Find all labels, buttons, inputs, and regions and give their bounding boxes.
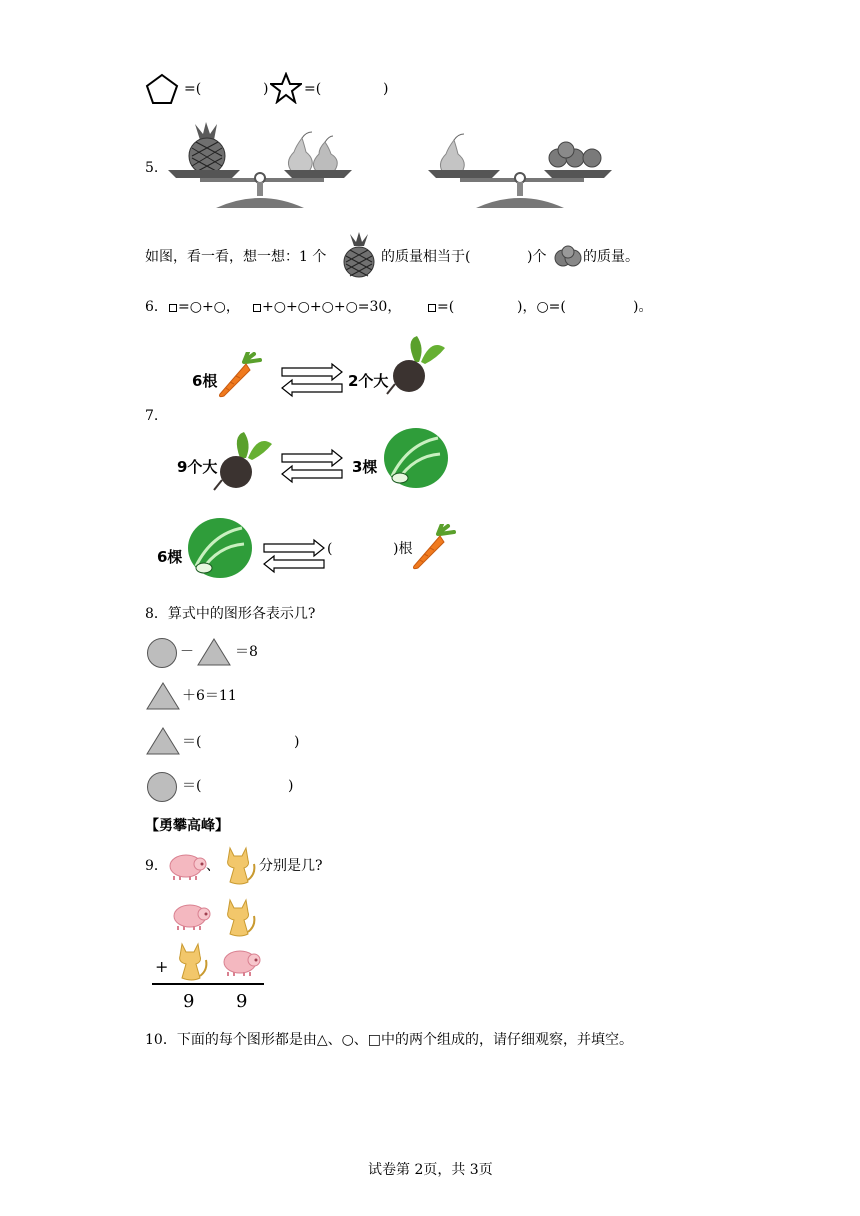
small-square-icon	[428, 304, 436, 312]
pineapple-small-icon	[338, 232, 380, 278]
sum-line	[152, 983, 264, 985]
q6-part-c: +○+○+○+○=30，	[262, 299, 402, 315]
cat-icon	[220, 896, 258, 938]
peach-small-icon	[554, 244, 582, 268]
double-arrow-icon	[262, 538, 326, 574]
q5-text-end: 的质量。	[583, 249, 639, 265]
q7-r3-paren-open: (	[327, 541, 333, 557]
q8-eq1-rest: ＝8	[235, 644, 258, 660]
star-close: )	[383, 81, 389, 97]
q8-eq3-close: )	[294, 734, 300, 750]
q8-title: 8．算式中的图形各表示几?	[145, 606, 316, 622]
gray-circle-icon	[147, 638, 177, 668]
section-title: 【勇攀高峰】	[145, 818, 229, 834]
pineapple-icon	[189, 122, 225, 174]
radish-icon	[385, 334, 449, 398]
gray-triangle-icon	[196, 637, 232, 667]
pentagon-icon	[145, 73, 179, 105]
q8-eq2-rest: ＋6＝11	[182, 688, 237, 704]
page-footer: 试卷第 2页，共 3页	[368, 1162, 493, 1178]
pentagon-close: )	[263, 81, 269, 97]
cat-icon	[220, 844, 258, 886]
q6-label: 6．	[145, 299, 168, 315]
cabbage-icon	[378, 424, 450, 494]
star-equals: =(	[304, 81, 322, 97]
balance-scale-left	[160, 120, 360, 212]
small-square-icon	[253, 304, 261, 312]
q5-text-middle: 的质量相当于(	[381, 249, 471, 265]
q6-part-d: =(	[437, 299, 455, 315]
q7-r2-right: 3棵	[352, 458, 378, 476]
cat-icon	[172, 940, 210, 982]
balance-scale-right	[420, 128, 620, 212]
q6-part-b: =○+○，	[178, 299, 240, 315]
q7-number: 7.	[145, 408, 159, 424]
q9-text-after: 分别是几?	[259, 858, 323, 874]
radish-icon	[210, 430, 274, 494]
gray-triangle-icon	[145, 726, 181, 756]
gray-triangle-icon	[145, 681, 181, 711]
double-arrow-icon	[280, 448, 344, 484]
q9-separator: 、	[206, 858, 220, 874]
q8-eq3-rest: ＝(	[182, 734, 202, 750]
pentagon-equals: =(	[184, 81, 202, 97]
q7-r1-right: 2个大	[348, 372, 389, 390]
q10-text: 10．下面的每个图形都是由△、○、□中的两个组成的，请仔细观察，并填空。	[145, 1032, 634, 1048]
q7-r3-paren-close: )根	[393, 541, 413, 557]
cabbage-icon	[182, 514, 254, 584]
q8-eq4-close: )	[288, 778, 294, 794]
q5-number: 5.	[145, 160, 159, 176]
pears-icon	[288, 132, 337, 175]
q7-r1-left: 6根	[192, 372, 218, 390]
peaches-icon	[549, 142, 601, 167]
small-square-icon	[169, 304, 177, 312]
q7-r3-left: 6棵	[157, 548, 183, 566]
q6-part-f: )。	[633, 299, 653, 315]
q9-digit-1: 9	[183, 991, 195, 1012]
pig-icon	[220, 946, 262, 978]
pig-icon	[166, 850, 208, 882]
q7-r2-left: 9个大	[177, 458, 218, 476]
q5-text-before: 如图，看一看，想一想：1 个	[145, 249, 327, 265]
star-icon	[270, 72, 302, 104]
gray-circle-icon	[147, 772, 177, 802]
q9-digit-2: 9	[236, 991, 248, 1012]
double-arrow-icon	[280, 362, 344, 398]
q9-number: 9．	[145, 858, 168, 874]
q6-part-e: )，○=(	[517, 299, 566, 315]
q8-eq4-rest: ＝(	[182, 778, 202, 794]
pig-icon	[170, 900, 212, 932]
q8-eq1-minus: －	[180, 644, 194, 660]
q9-plus: +	[155, 957, 169, 976]
q5-text-after: )个	[527, 249, 547, 265]
carrot-icon	[410, 524, 456, 572]
carrot-icon	[216, 352, 262, 400]
